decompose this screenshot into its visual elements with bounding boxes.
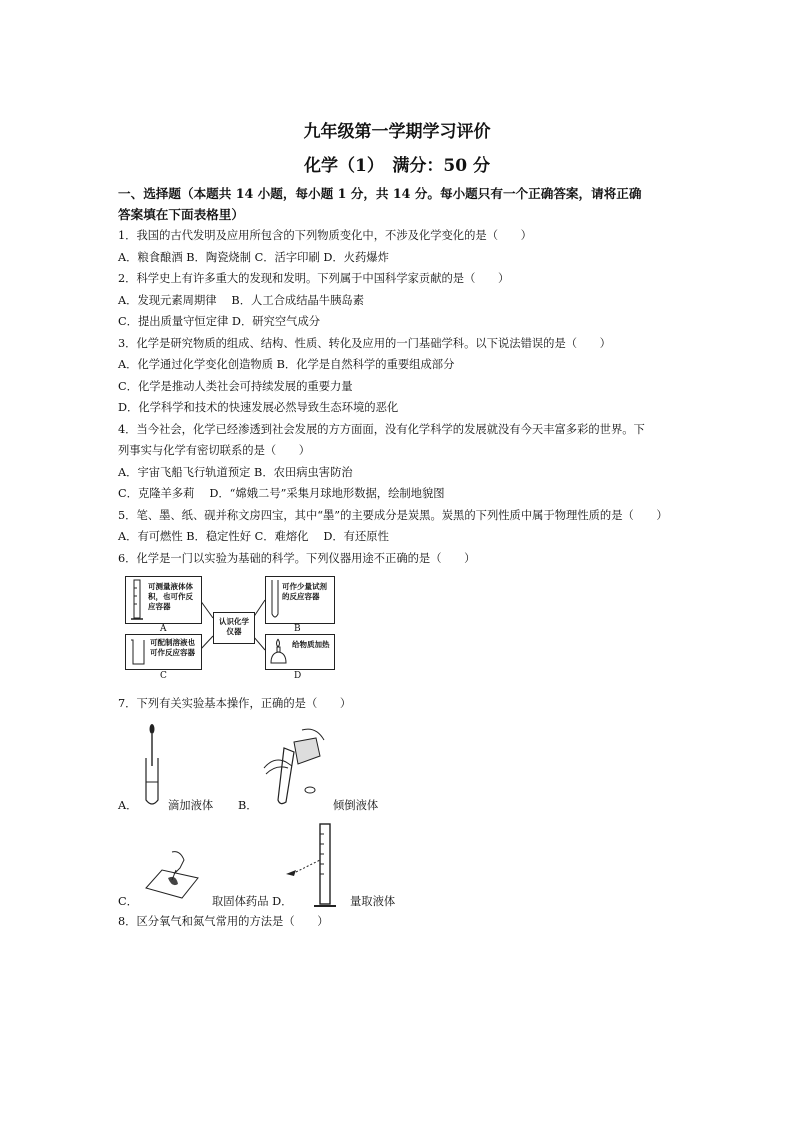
q6-label-b: B <box>294 624 301 634</box>
q2-options-line1: A．发现元素周期律 B．人工合成结晶牛胰岛素 <box>118 294 364 307</box>
q1-options: A．粮食酿酒 B．陶瓷烧制 C．活字印刷 D．火药爆炸 <box>118 251 389 264</box>
q5-stem: 5．笔、墨、纸、砚并称文房四宝，其中“墨”的主要成分是炭黑。炭黑的下列性质中属于物理性质的是（ ） <box>118 509 668 522</box>
q4-options-line1: A．宇宙飞船飞行轨道预定 B．农田病虫害防治 <box>118 466 353 479</box>
q6-c-text: 可配制溶液也可作反应容器 <box>150 638 195 657</box>
q3-stem: 3．化学是研究物质的组成、结构、性质、转化及应用的一门基础学科。以下说法错误的是（ ） <box>118 337 611 350</box>
graduated-cylinder-icon <box>129 578 145 622</box>
q2-stem: 2．科学史上有许多重大的发现和发明。下列属于中国科学家贡献的是（ ） <box>118 272 510 285</box>
q2-options-line2: C．提出质量守恒定律 D．研究空气成分 <box>118 315 321 328</box>
pouring-liquid-illustration <box>262 728 342 808</box>
q7-option-c-text: 取固体药品 D． <box>212 895 293 908</box>
q7-option-a-text: 滴加液体 <box>168 799 214 812</box>
q7-option-b-text: 倾倒液体 <box>333 799 379 812</box>
q7-stem: 7．下列有关实验基本操作，正确的是（ ） <box>118 697 352 710</box>
section-heading-line2: 答案填在下面表格里） <box>118 207 244 222</box>
q6-box-a <box>125 576 202 624</box>
dropper-test-tube-illustration <box>138 722 168 812</box>
q7-option-b-letter: B． <box>238 799 258 812</box>
page-title: 九年级第一学期学习评价 <box>303 122 491 142</box>
test-tube-icon <box>268 578 282 622</box>
q6-center-text: 认识化学仪器 <box>219 617 249 636</box>
q6-label-a: A <box>160 624 167 634</box>
q4-options-line2: C．克隆羊多莉 D．“嫦娥二号”采集月球地形数据，绘制地貌图 <box>118 487 445 500</box>
q3-options-line2: C．化学是推动人类社会可持续发展的重要力量 <box>118 380 353 393</box>
q6-a-text: 可测量液体体积，也可作反应容器 <box>148 582 193 611</box>
q6-d-text: 给物质加热 <box>292 640 330 649</box>
q6-stem: 6．化学是一门以实验为基础的科学。下列仪器用途不正确的是（ ） <box>118 552 476 565</box>
q8-stem: 8．区分氧气和氮气常用的方法是（ ） <box>118 915 329 928</box>
q6-box-b <box>265 576 335 624</box>
solid-reagent-illustration <box>142 848 202 903</box>
q6-center-box <box>213 612 255 644</box>
q7-option-a-letter: A． <box>118 799 138 812</box>
q4-stem-line2: 列事实与化学有密切联系的是（ ） <box>118 444 311 457</box>
section-heading-line1: 一、选择题（本题共 14 小题，每小题 1 分，共 14 分。每小题只有一个正确答案，请将正确 <box>118 186 642 201</box>
q7-option-c-letter: C． <box>118 895 138 908</box>
q3-options-line3: D．化学科学和技术的快速发展必然导致生态环境的恶化 <box>118 401 399 414</box>
q6-label-c: C <box>160 671 167 681</box>
q6-box-d <box>265 634 335 670</box>
q6-box-c <box>125 634 202 670</box>
q6-label-d: D <box>294 671 302 681</box>
q4-stem-line1: 4．当今社会，化学已经渗透到社会发展的方方面面，没有化学科学的发展就没有今天丰富多彩的世界。下 <box>118 423 645 436</box>
alcohol-lamp-icon <box>268 637 290 667</box>
q1-stem: 1．我国的古代发明及应用所包含的下列物质变化中，不涉及化学变化的是（ ） <box>118 229 532 242</box>
q6-b-text: 可作少量试剂的反应容器 <box>282 582 327 601</box>
q3-options-line1: A．化学通过化学变化创造物质 B．化学是自然科学的重要组成部分 <box>118 358 455 371</box>
q5-options: A．有可燃性 B．稳定性好 C．难熔化 D．有还原性 <box>118 530 389 543</box>
q7-option-d-text: 量取液体 <box>350 895 396 908</box>
page-subtitle: 化学（1） 满分：50 分 <box>304 156 490 176</box>
beaker-icon <box>129 637 147 667</box>
